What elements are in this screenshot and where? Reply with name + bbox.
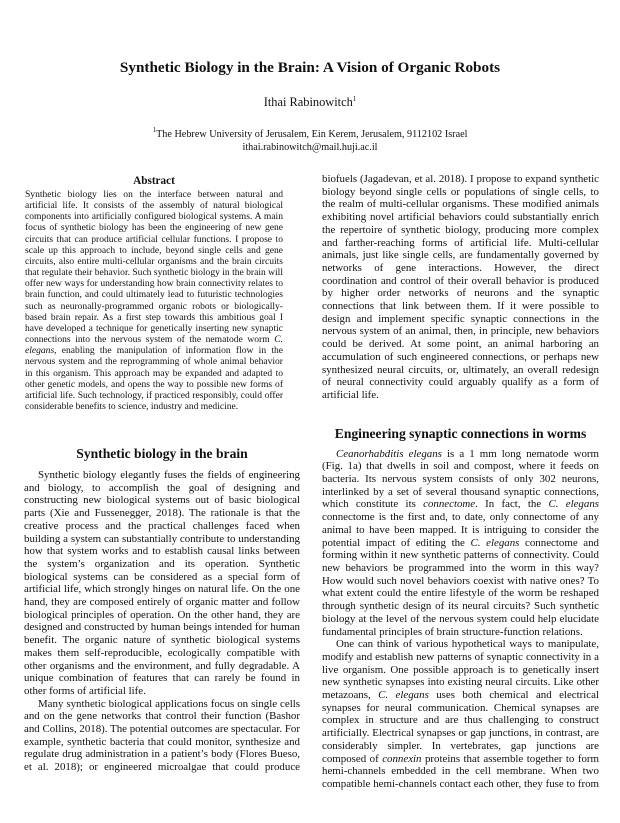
species-name: Ceanorhabditis elegans [336, 447, 442, 460]
abstract-section [25, 175, 283, 412]
body-text-part: proteins that assemble together to form hemi-channels embedded in the cell membrane. When two compatible hemi-channels contact each other, they fuse to from [322, 752, 599, 790]
author-name: Ithai Rabinowitch [263, 95, 353, 109]
body-paragraph [322, 638, 599, 790]
section-heading-synthetic-biology: Synthetic biology in the brain [76, 446, 248, 461]
abstract-heading: Abstract [133, 175, 175, 187]
affiliation-marker: 1 [152, 126, 157, 134]
section-heading-engineering-synapses: Engineering synaptic connections in worms [334, 425, 587, 441]
right-column [322, 173, 599, 791]
abstract-text-part: , enabling the manipulation of information flow in the nervous system and the reprogramming of whole animal behavior in this organism. This approach may be expanded and adapted to other genetic models, and opens the way to possible new forms of artificial life. Such technology, if practiced responsibly, could offer considerable benefits to science, industry and medicine. [25, 345, 283, 412]
affiliation-line [0, 124, 620, 141]
body-text-part: is a 1 mm long nematode worm (Fig. 1a) that dwells in soil and compost, where it feeds on bacteria. Its nervous system consists of only 302 neurons, interlinked by a set of several thousand synaptic connections, which constitute its [322, 447, 600, 511]
affiliation-institution: The Hebrew University of Jerusalem, Ein Kerem, Jerusalem, 9112102 Israel [156, 129, 468, 140]
species-name: C. elegans [378, 689, 429, 702]
species-name: C. elegans [470, 536, 520, 549]
abstract-text-part: Synthetic biology lies on the interface between natural and artificial life. It consists of the assembly of natural biological components into artificially configured biological systems. A main focus of synthetic biology has been the engineering of new gene circuits that can produce artificial cellular functions. I propose to scale up this approach to include, beyond single cells and gene circuits, also entire multi-cellular organisms and the brain circuits that regulate their behavior. Such synthetic biology in the brain will offer new ways for understanding how brain connectivity relates to brain function, and could ultimately lead to futuristic technologies such as neuronally-programmed organic robots or biologically-based brain repair. As a first step towards this ambitious goal I have developed a technique for genetically inserting new synaptic connections into the nervous system of the nematode worm [25, 189, 283, 346]
body-text-part: . In fact, the [475, 498, 549, 511]
body-paragraph: biofuels (Jagadevan, et al. 2018). I propose to expand synthetic biology beyond single cells or populations of single cells, to the realm of multi-cellular organisms. These modified animals exhibiting novel artificial behaviors could substantially enrich the repertoire of synthetic biology, producing more complex and farther-reaching forms of artificial life. Multi-cellular animals, just like single cells, are fundamentally governed by networks of gene interactions. However, the direct coordination and control of their overall behavior is produced by higher order networks of neurons and the synaptic connections that link between them. If it were possible to design and implement specific synaptic connections in the nervous system of an animal, then, in principle, new behaviors could be derived. At some point, an animal harboring an accumulation of such engineered connections, or perhaps new synthesized neural circuits, or, ultimately, an overall redesign of neural connectivity could arguably qualify as a form of artificial life. [322, 173, 599, 401]
body-text-part: One can think of various hypothetical ways to manipulate, modify and establish new patterns of synaptic connectivity in a live organism. One possible approach is to genetically insert new synthetic synapses into existing neural circuits. Like other metazoans, [322, 638, 599, 702]
body-text-part: connectome is the first and, to date, only connectome of any animal to have been mapped. It is intriguing to consider the potential impact of editing the [322, 511, 599, 549]
affiliation-block [0, 124, 620, 154]
body-paragraph: Many synthetic biological applications focus on single cells and on the gene networks that control their function (Bashor and Collins, 2018). The potential outcomes are spectacular. For example, synthetic bacteria that could monitor, synthesize and regulate drug administration in a patient’s body (Flores Bueso, et al. 2018); or engineered microalgae that could produce [24, 697, 300, 774]
body-text-part: connectome and forming within it new synthetic patterns of connectivity. Could new behaviors be programmed into the worm in this way? How would such novel behaviors coexist with native ones? To what extent could the entire lifestyle of the worm be reshaped through synthetic design of its neural circuits? Such synthetic biology at the level of the nervous system could help elucidate fundamental principles of brain structure-function relations. [322, 536, 599, 638]
species-name: C. elegans [548, 498, 599, 511]
left-column [24, 445, 300, 774]
paper-title: Synthetic Biology in the Brain: A Vision of Organic Robots [119, 59, 501, 76]
term-connectome: connectome [423, 498, 476, 511]
species-name: C. elegans [25, 334, 283, 357]
body-text-part: uses both chemical and electrical synapses for neural communication. Chemical synapses are complex in structure and are thus challenging to construct artificially. Electrical synapses or gap junctions, in contrast, are considerably simpler. In vertebrates, gap junctions are composed of [322, 689, 599, 765]
abstract-text [25, 189, 283, 412]
author-email: ithai.rabinowitch@mail.huji.ac.il [242, 142, 378, 153]
body-paragraph: Synthetic biology elegantly fuses the fields of engineering and biology, to accomplish the goal of designing and constructing new biological systems out of basic biological parts (Xie and Fussenegger, 2018). The rationale is that the creative process and the practical challenges faced when building a system can substantially contribute to understanding how that system works and to establish causal links between the system’s organization and its operation. Synthetic biological systems can be considered as a special form of artificial life, which strongly hinges on natural life. On the one hand, they are composed entirely of organic matter and follow biological principles of operation. On the other hand, they are designed and constructed by human beings intended for human benefit. The organic nature of synthetic biological systems makes them self-reproducible, ecologically compatible with other organisms and the environment, and fully degradable. A unique combination of features that can rarely be found in other forms of artificial life. [24, 469, 300, 697]
author-affiliation-marker: 1 [352, 95, 357, 103]
term-connexin: connexin [382, 752, 422, 765]
body-paragraph [322, 448, 599, 639]
author-line [0, 95, 620, 110]
